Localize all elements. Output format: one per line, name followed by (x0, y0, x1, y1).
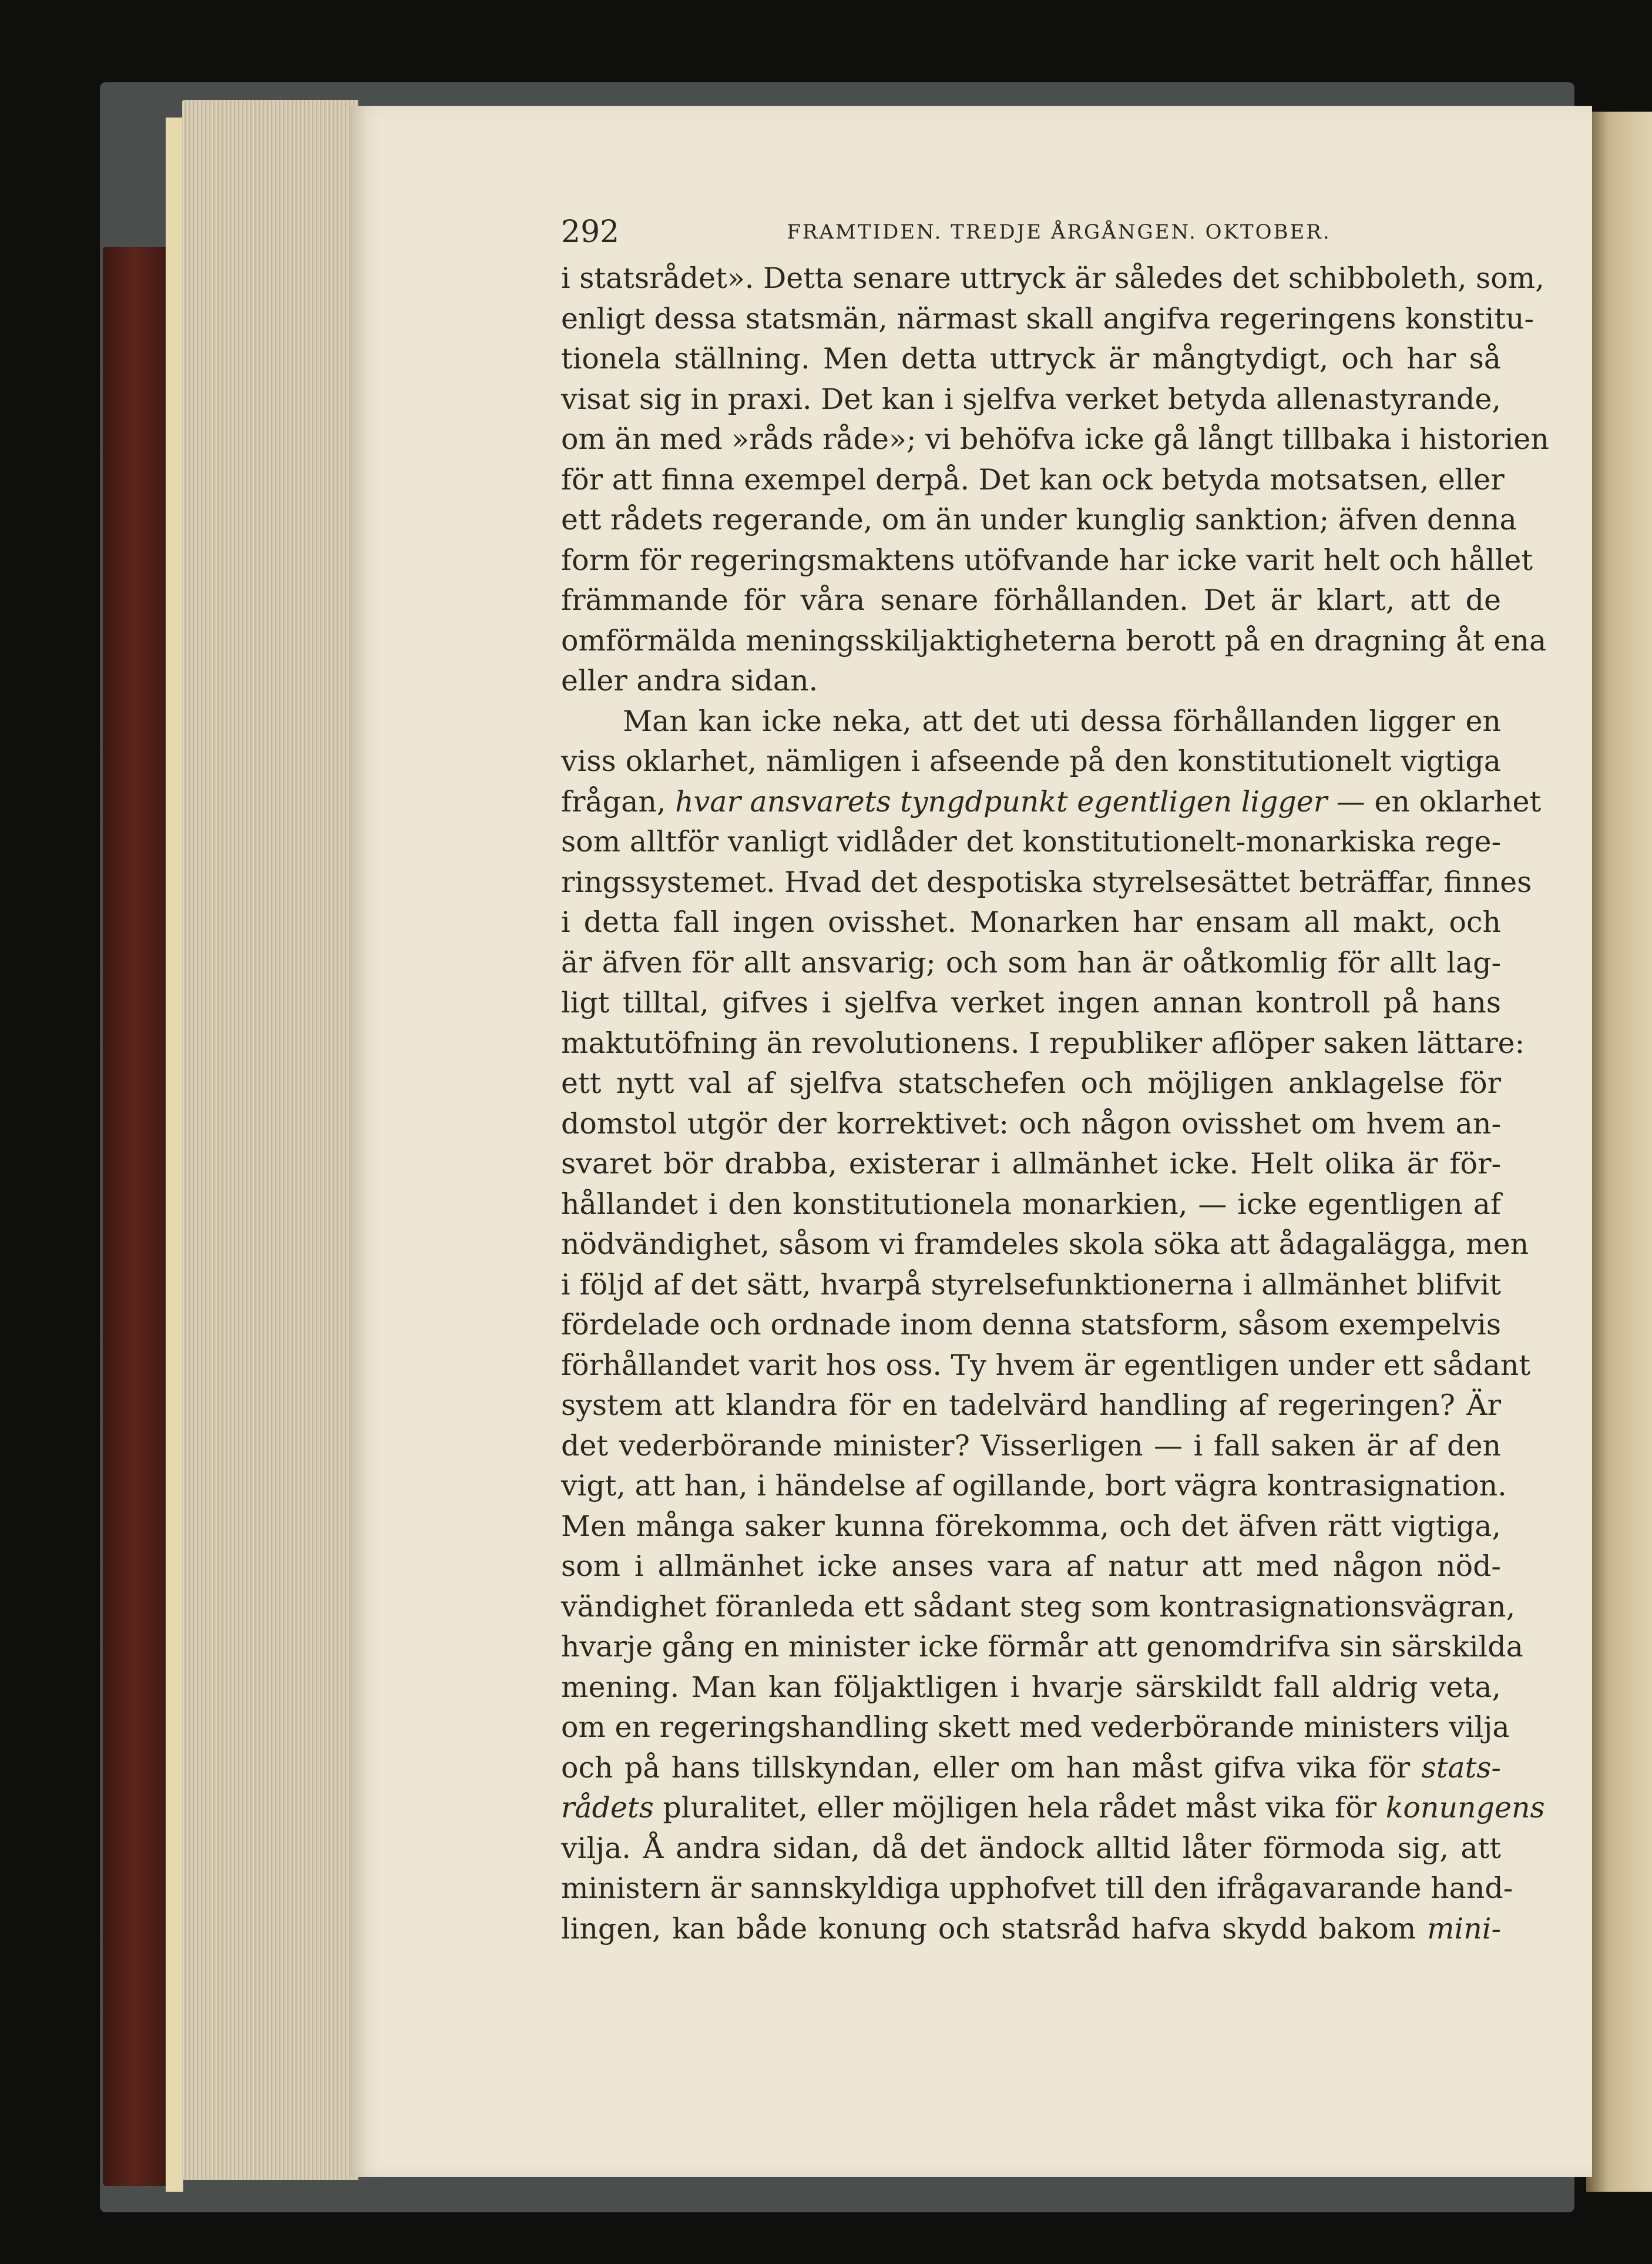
text-line: vigt, att han, i händelse af ogillande, bort vägra kontrasignation. (561, 1469, 1507, 1502)
text-line: fördelade och ordnade inom denna statsform, såsom exempelvis (561, 1308, 1501, 1341)
text-line: Men många saker kunna förekomma, och det äfven rätt vigtiga, (561, 1509, 1501, 1543)
text-line: Man kan icke neka, att det uti dessa förhållanden ligger en (623, 704, 1501, 738)
text-line: hvarje gång en minister icke förmår att genomdrifva sin särskilda (561, 1630, 1523, 1663)
text-line: för att finna exempel derpå. Det kan ock betyda motsatsen, eller (561, 462, 1505, 497)
text-line: förhållandet varit hos oss. Ty hvem är egentligen under ett sådant (561, 1348, 1531, 1382)
endpaper-edge (166, 118, 183, 2192)
text-line: ministern är sannskyldiga upphofvet till den ifrågavarande hand- (561, 1871, 1513, 1905)
text-line: maktutöfning än revolutionens. I republiker aflöper saken lättare: (561, 1026, 1525, 1060)
text-line: mening. Man kan följaktligen i hvarje särskildt fall aldrig veta, (561, 1670, 1501, 1704)
text-line: ringssystemet. Hvad det despotiska styrelsesättet beträffar, finnes (561, 865, 1532, 899)
text-line: ett rådets regerande, om än under kunglig sanktion; äfven denna (561, 503, 1517, 536)
text-line-with-italic (561, 1788, 1545, 1829)
text-line: nödvändighet, såsom vi framdeles skola söka att ådagalägga, men (561, 1227, 1529, 1261)
text-line: svaret bör drabba, existerar i allmänhet icke. Helt olika är för- (561, 1147, 1501, 1180)
page-stack-edges (182, 100, 358, 2180)
text-line: eller andra sidan. (561, 664, 818, 697)
running-head: FRAMTIDEN. TREDJE ÅRGÅNGEN. OKTOBER. (787, 220, 1331, 244)
facing-page-edge (1586, 112, 1652, 2192)
text-line: visat sig in praxi. Det kan i sjelfva verket betyda allenastyrande, (561, 382, 1501, 416)
text-line: är äfven för allt ansvarig; och som han är oåtkomlig för allt lag- (561, 945, 1501, 980)
text-line: domstol utgör der korrektivet: och någon ovisshet om hvem an- (561, 1106, 1501, 1141)
text-line: ligt tilltal, gifves i sjelfva verket ingen annan kontroll på hans (561, 986, 1501, 1019)
text-line: ett nytt val af sjelfva statschefen och möjligen anklagelse för (561, 1066, 1501, 1100)
text-line: i statsrådet». Detta senare uttryck är således det schibboleth, som, (561, 261, 1544, 295)
text-line-with-italic (561, 1909, 1501, 1950)
text-segment: — en oklarhet (1327, 784, 1542, 819)
italic-phrase: hvar ansvarets tyngdpunkt egentligen ligger (675, 784, 1328, 819)
text-segment: pluralitet, eller möjligen hela rådet måst vika för (653, 1791, 1386, 1824)
page-number: 292 (561, 214, 620, 250)
italic-word: konungens (1385, 1791, 1545, 1824)
text-line: form för regeringsmaktens utöfvande har icke varit helt och hållet (561, 543, 1533, 577)
italic-word: stats- (1421, 1750, 1501, 1785)
text-line: vilja. Å andra sidan, då det ändock alltid låter förmoda sig, att (561, 1831, 1501, 1865)
text-line: som alltför vanligt vidlåder det konstitutionelt-monarkiska rege- (561, 825, 1501, 858)
text-line: det vederbörande minister? Visserligen — i fall saken är af den (561, 1428, 1501, 1463)
text-line: om en regeringshandling skett med vederbörande ministers vilja (561, 1710, 1510, 1744)
italic-word: mini- (1427, 1911, 1501, 1946)
text-line: viss oklarhet, nämligen i afseende på den konstitutionelt vigtiga (561, 744, 1501, 778)
text-line-with-italic (561, 782, 1542, 823)
text-line: som i allmänhet icke anses vara af natur att med någon nöd- (561, 1549, 1501, 1583)
text-line: i detta fall ingen ovisshet. Monarken har ensam all makt, och (561, 905, 1501, 939)
text-segment: och på hans tillskyndan, eller om han måst gifva vika för (561, 1750, 1422, 1785)
text-line: enligt dessa statsmän, närmast skall angifva regeringens konstitu- (561, 301, 1535, 336)
text-line: i följd af det sätt, hvarpå styrelsefunktionerna i allmänhet blifvit (561, 1267, 1501, 1302)
italic-word: rådets (561, 1791, 654, 1824)
text-line: främmande för våra senare förhållanden. Det är klart, att de (561, 583, 1501, 617)
text-segment: lingen, kan både konung och statsråd hafva skydd bakom (561, 1911, 1428, 1946)
text-line: tionela ställning. Men detta uttryck är mångtydigt, och har så (561, 342, 1501, 375)
text-line-with-italic (561, 1748, 1501, 1789)
body-text (561, 259, 1549, 1949)
text-line: om än med »råds råde»; vi behöfva icke gå långt tillbaka i historien (561, 422, 1549, 456)
page-header (561, 212, 1381, 253)
text-line: omförmälda meningsskiljaktigheterna berott på en dragning åt ena (561, 623, 1547, 658)
text-line: vändighet föranleda ett sådant steg som kontrasignationsvägran, (561, 1589, 1516, 1624)
text-line: hållandet i den konstitutionela monarkien, — icke egentligen af (561, 1187, 1501, 1221)
text-segment: frågan, (561, 784, 676, 819)
text-line: system att klandra för en tadelvärd handling af regeringen? Är (561, 1388, 1501, 1422)
